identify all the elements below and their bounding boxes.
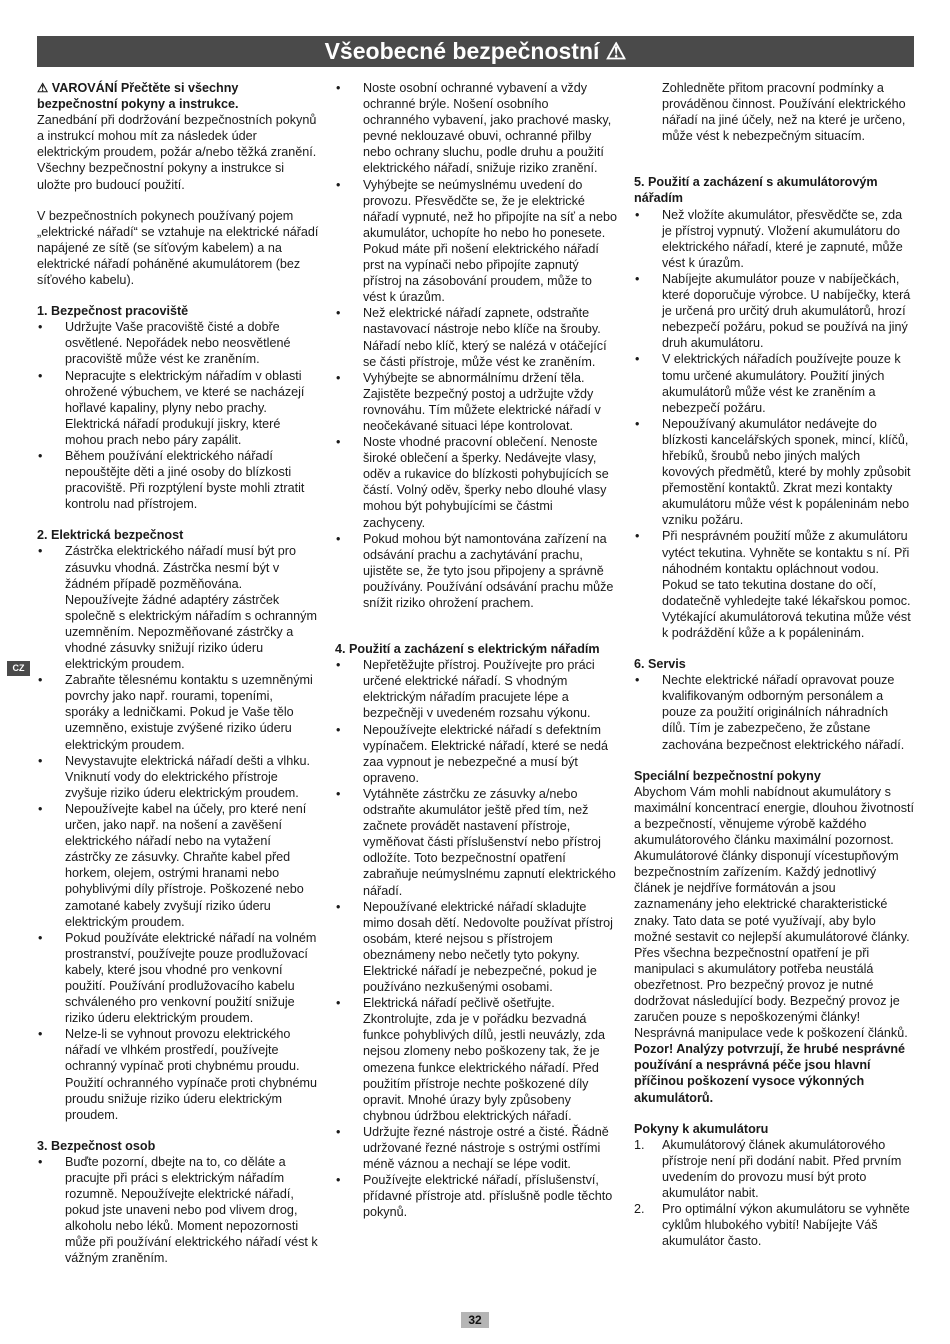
list-item: • Během používání elektrického nářadí nepouštějte děti a jiné osoby do blízkosti pracoviště. Při rozptýlení byste mohli ztratit kontrolu nad přístrojem. [37, 448, 319, 512]
list-item: • Nepoužívejte kabel na účely, pro které není určen, jako např. na nošení a zavěšení elektrického nářadí nebo na vytažení zástrčky ze zásuvky. Chraňte kabel před horkem, olejem, ostrými hranami nebo pohyblivými díly přístroje. Poškozené nebo zamotané kabely zvyšují riziko úderu elektrickým proudem. [37, 801, 319, 930]
list-item [634, 1201, 915, 1249]
list-item: • Vytáhněte zástrčku ze zásuvky a/nebo odstraňte akumulátor ještě před tím, než začnete provádět nastavení přístroje, vyměňovat části příslušenství nebo přístroj odložíte. Toto bezpečnostní opatření zabraňuje neúmyslnému zapnutí elektrického nářadí. [335, 786, 618, 899]
page-title: Všeobecné bezpečnostní ⚠ [37, 36, 914, 67]
list-item: • Nepoužívejte elektrické nářadí s defektním vypínačem. Elektrické nářadí, které se nedá zaa vypnout je nebezpečné a musí být opraveno. [335, 722, 618, 786]
section-heading-3: 3. Bezpečnost osob [37, 1138, 156, 1153]
list-item: • Vyhýbejte se neúmyslnému uvedení do provozu. Přesvědčte se, že je elektrické nářadí vypnuté, než ho připojíte na síť a nebo akumulátor, uchopíte ho nebo ho ponesete. Pokud máte při nošení elektrického nářadí prst na vypínači nebo připojíte zapnutý přístroj na zásobování proudem, může to vést k úrazům. [335, 177, 618, 306]
special-text: Abychom Vám mohli nabídnout akumulátory s maximální koncentrací energie, dlouhou životností a bezpečností, věnujeme výrobě každého akumulátorového článku maximální pozornost. Akumulátorové články disponují vícestupňovým bezpečnostním zařízením. Každý jednotlivý článek je nejdříve formátován a jsou zaznamenány jeho elektrické charakteristické znaky. Tato data se poté využívají, aby bylo možné sestavit co nejlepší akumulátorové články. Přes všechna bezpečnostní opatření je při manipulaci s akumulátory potřeba neustálá obezřetnost. Pro bezpečný provoz je nutné dodržovat následující body. Bezpečný provoz je zaručen pouze s nepoškozenými články! Nesprávná manipulace vede k poškození článků. [634, 784, 915, 1041]
section-4-continued: Zohledněte přitom pracovní podmínky a prováděnou činnost. Používání elektrického nářadí na jiné účely, než na které je určeno, může vést k nebezpečným situacím. [662, 81, 906, 144]
section-3-list-cont [335, 80, 618, 611]
list-item: • Používejte elektrické nářadí, příslušenství, přídavné přístroje atd. příslušně podle těchto pokynů. [335, 1172, 618, 1220]
list-item [634, 1137, 915, 1201]
column-2 [335, 80, 618, 1235]
list-item: • Než vložíte akumulátor, přesvědčte se, zda je přístroj vypnutý. Vložení akumulátoru do elektrického nářadí, které je zapnuté, může vést k úrazům. [634, 207, 915, 271]
page-number: 32 [461, 1312, 489, 1328]
list-text: Akumulátorový článek akumulátorového přístroje není při dodání nabit. Před prvním uvedením do provozu musí být proto akumulátor nabit. [662, 1137, 902, 1200]
list-item: • Pokud používáte elektrické nářadí na volném prostranství, používejte pouze prodlužovací kabely, které jsou vhodné pro venkovní použití. Používání prodlužovacího kabelu schváleného pro venkovní použití snižuje riziko úderu elektrickým proudem. [37, 930, 319, 1027]
section-heading-6: 6. Servis [634, 657, 686, 672]
list-item: • Buďte pozorní, dbejte na to, co děláte a pracujte při práci s elektrickým nářadím rozumně. Nepoužívejte elektrické nářadí, pokud jste unaveni nebo pod vlivem drog, alkoholu nebo léků. Moment nepozornosti může při používání elektrického nářadí vést k vážným zraněním. [37, 1154, 319, 1267]
list-number: 1. [634, 1137, 645, 1152]
section-heading-4: 4. Použití a zacházení s elektrickým nářadím [335, 642, 600, 657]
battery-heading: Pokyny k akumulátoru [634, 1121, 769, 1136]
list-text: Pro optimální výkon akumulátoru se vyhněte cyklům hlubokého vybití! Nabíjejte Váš akumulátor často. [662, 1202, 910, 1249]
language-tab: CZ [7, 661, 30, 676]
warning-text: Zanedbání při dodržování bezpečnostních pokynů a instrukcí mohou mít za následek úder elektrickým proudem, požár a/nebo těžká zranění. Všechny bezpečnostní pokyny a instrukce si uložte pro budoucí použití. [37, 113, 317, 192]
special-heading: Speciální bezpečnostní pokyny [634, 768, 821, 783]
list-item: • Nevystavujte elektrická nářadí dešti a vlhku. Vniknutí vody do elektrického přístroje zvyšuje riziko úderu elektrickým proudem. [37, 753, 319, 801]
section-2-list [37, 543, 319, 1122]
column-1 [37, 80, 319, 1282]
section-6-list [634, 672, 915, 752]
list-item: • Udržujte řezné nástroje ostré a čisté. Řádně udržované řezné nástroje s ostrými ostřími méně váznou a nechají se lépe vodit. [335, 1124, 618, 1172]
list-item: • Nelze-li se vyhnout provozu elektrického nářadí ve vlhkém prostředí, používejte ochranný vypínač proti chybnému proudu. Použití ochranného vypínače proti chybnému proudu snižuje riziko úderu elektrickým proudem. [37, 1026, 319, 1123]
section-heading-1: 1. Bezpečnost pracoviště [37, 304, 189, 319]
section-3-list [37, 1154, 319, 1267]
list-item: • Zástrčka elektrického nářadí musí být pro zásuvku vhodná. Zástrčka nesmí být v žádném případě pozměňována. Nepoužívejte žádné adaptéry zástrček společně s elektrickým nářadím s ochranným uzemněním. Nepozměňované zástrčky a vhodné zásuvky snižují riziko úderu elektrickým proudem. [37, 543, 319, 672]
list-item: • Noste osobní ochranné vybavení a vždy ochranné brýle. Nošení osobního ochranného vybavení, jako prachové masky, pevné neklouzavé obuvi, ochranné přilby nebo ochrany sluchu, podle druhu a použití elektrického nářadí, snižuje riziko zranění. [335, 80, 618, 177]
section-4-list [335, 657, 618, 1220]
section-heading-2: 2. Elektrická bezpečnost [37, 528, 184, 543]
warning-heading: ⚠ VAROVÁNÍ Přečtěte si všechny bezpečnostní pokyny a instrukce. [37, 81, 239, 112]
list-item: • V elektrických nářadích používejte pouze k tomu určené akumulátory. Použití jiných akumulátorů může vést ke zraněním a nebezpečí požáru. [634, 351, 915, 415]
list-item: • Nabíjejte akumulátor pouze v nabíječkách, které doporučuje výrobce. U nabíječky, která je určená pro určitý druh akumulátorů, hrozí nebezpečí požáru, pokud se používá na jiný druh akumulátoru. [634, 271, 915, 351]
list-item: • Nepoužívané elektrické nářadí skladujte mimo dosah dětí. Nedovolte používat přístroj osobám, které nejsou s přístrojem obeznámeny nebo nečetly tyto pokyny. Elektrické nářadí je nebezpečné, pokud je používáno nezkušenými osobami. [335, 899, 618, 996]
section-5-list [634, 207, 915, 642]
special-bold-note: Pozor! Analýzy potvrzují, že hrubé nesprávné používání a nesprávná péče jsou hlavní příčinou poškození vysoce výkonných akumulátorů. [634, 1042, 906, 1105]
section-heading-5: 5. Použití a zacházení s akumulátorovým nářadím [634, 175, 878, 206]
list-item: • Pokud mohou být namontována zařízení na odsávání prachu a zachytávání prachu, ujistěte se, že tyto jsou připojeny a správně používány. Používání odsávání prachu může snížit riziko ohrožení prachem. [335, 531, 618, 611]
column-3 [634, 80, 915, 1249]
battery-list [634, 1137, 915, 1250]
list-item: • Nepoužívaný akumulátor nedávejte do blízkosti kancelářských sponek, mincí, klíčů, hřebíků, šroubů nebo jiných malých kovových předmětů, které by mohly způsobit přemostění kontaktů. Zkrat mezi kontakty akumulátoru může vést k popáleninám nebo vzniku požáru. [634, 416, 915, 529]
list-item: • Elektrická nářadí pečlivě ošetřujte. Zkontrolujte, zda je v pořádku bezvadná funkce pohyblivých dílů, jestli neuvázly, zda nejsou zlomeny nebo poškozeny tak, že je omezena funkce elektrického nářadí. Před použitím přístroje nechte poškozené díly opravit. Mnohé úrazy byly způsobeny chybnou údržbou elektrických nářadí. [335, 995, 618, 1124]
warning-block [37, 80, 319, 193]
list-item: • Než elektrické nářadí zapnete, odstraňte nastavovací nástroje nebo klíče na šrouby. Nářadí nebo klíč, který se nalézá v otáčející se části přístroje, může vést ke zraněním. [335, 305, 618, 369]
list-item: • Noste vhodné pracovní oblečení. Nenoste široké oblečení a šperky. Nedávejte vlasy, oděv a rukavice do blízkosti pohybujících se částí. Volný oděv, šperky nebo dlouhé vlasy mohou být pohybujícími se částmi zachyceny. [335, 434, 618, 531]
section-1-list [37, 319, 319, 512]
intro-paragraph: V bezpečnostních pokynech používaný pojem „elektrické nářadí“ se vztahuje na elektrické nářadí napájené ze sítě (se síťovým kabelem) a na elektrické nářadí poháněné akumulátorem (bez síťového kabelu). [37, 208, 319, 288]
list-item: • Vyhýbejte se abnormálnímu držení těla. Zajistěte bezpečný postoj a udržujte vždy rovnováhu. Tím můžete elektrické nářadí v neočekávané situaci lépe kontrolovat. [335, 370, 618, 434]
list-item: • Zabraňte tělesnému kontaktu s uzemněnými povrchy jako např. rourami, topeními, sporáky a ledničkami. Pokud je Vaše tělo uzemněno, existuje zvýšené riziko úderu elektrickým proudem. [37, 672, 319, 752]
list-number: 2. [634, 1202, 645, 1217]
list-item: • Při nesprávném použití může z akumulátoru vytéct tekutina. Vyhněte se kontaktu s ní. Při náhodném kontaktu opláchnout vodou. Pokud se tato tekutina dostane do očí, dodatečně vyhledejte také lékařskou pomoc. Vytékající akumulátorová tekutina může vést k podráždění kůže a k popáleninám. [634, 528, 915, 641]
list-item: • Nepracujte s elektrickým nářadím v oblasti ohrožené výbuchem, ve které se nacházejí hořlavé kapaliny, plyny nebo prachy. Elektrická nářadí produkují jiskry, které mohou prach nebo páry zapálit. [37, 368, 319, 448]
list-item: • Udržujte Vaše pracoviště čisté a dobře osvětlené. Nepořádek nebo neosvětlené pracoviště může vést ke zraněním. [37, 319, 319, 367]
list-item: • Nechte elektrické nářadí opravovat pouze kvalifikovaným odborným personálem a pouze za použití originálních náhradních dílů. Tím je zabezpečeno, že zůstane zachována bezpečnost elektrického nářadí. [634, 672, 915, 752]
list-item: • Nepřetěžujte přístroj. Používejte pro práci určené elektrické nářadí. S vhodným elektrickým nářadím pracujete lépe a bezpečněji v uvedeném rozsahu výkonu. [335, 657, 618, 721]
